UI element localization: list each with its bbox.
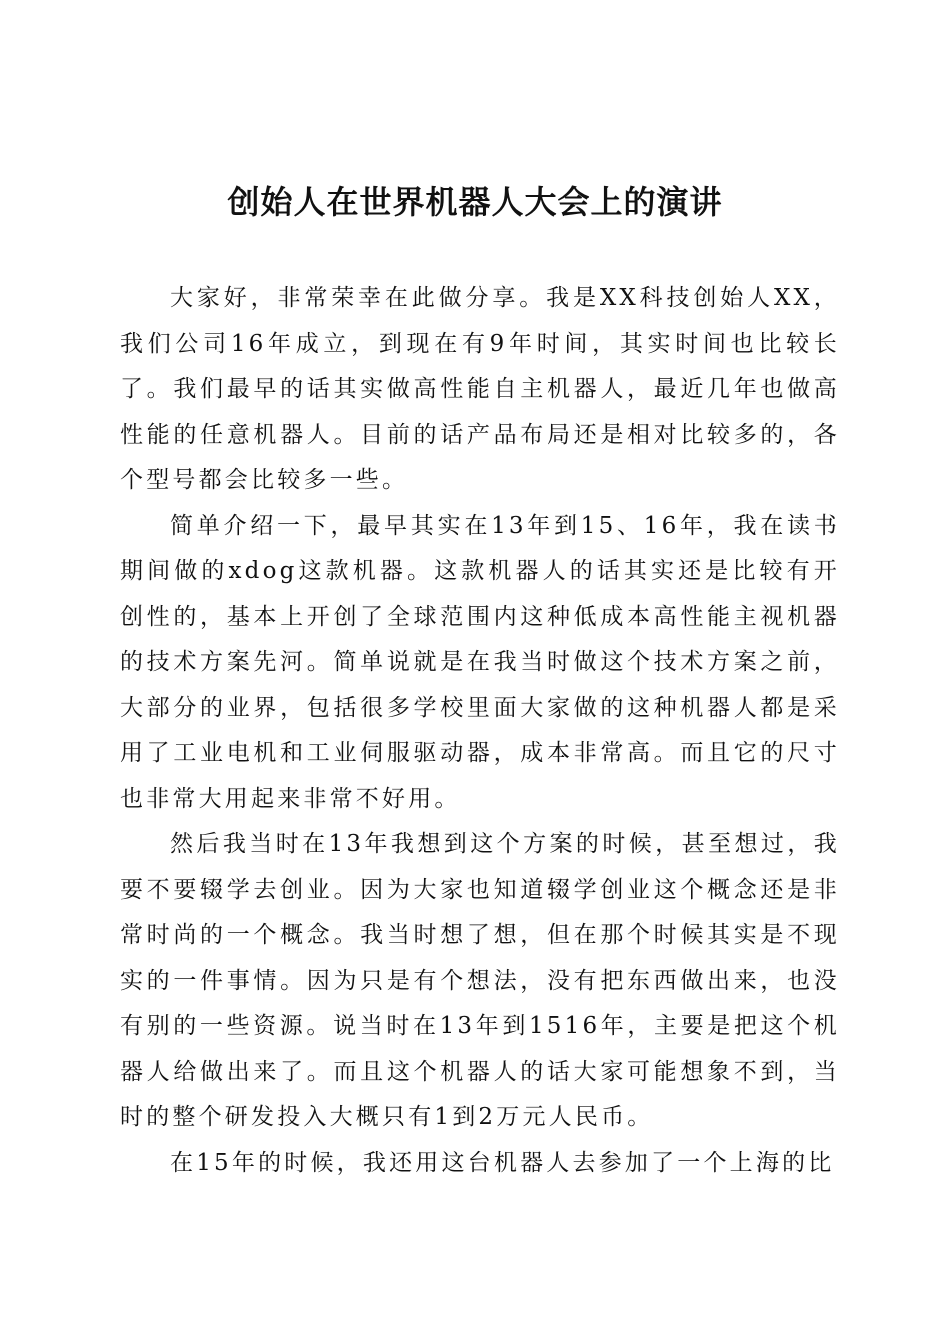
paragraph-3: 然后我当时在13年我想到这个方案的时候，甚至想过，我要不要辍学去创业。因为大家也知道辍学创业这个概念还是非常时尚的一个概念。我当时想了想，但在那个时候其实是不现实的一件事情。因为只是有个想法，没有把东西做出来，也没有别的一些资源。说当时在13年到1516年，主要是把这个机器人给做出来了。而且这个机器人的话大家可能想象不到，当时的整个研发投入大概只有1到2万元人民币。 — [120, 831, 840, 1130]
paragraph-2: 简单介绍一下，最早其实在13年到15、16年，我在读书期间做的xdog这款机器。这款机器人的话其实还是比较有开创性的，基本上开创了全球范围内这种低成本高性能主视机器的技术方案先河。简单说就是在我当时做这个技术方案之前，大部分的业界，包括很多学校里面大家做的这种机器人都是采用了工业电机和工业伺服驱动器，成本非常高。而且它的尺寸也非常大用起来非常不好用。 — [120, 512, 840, 812]
speech-body — [120, 276, 840, 1186]
paragraph-4: 在15年的时候，我还用这台机器人去参加了一个上海的比 — [170, 1149, 835, 1176]
paragraph-1: 大家好，非常荣幸在此做分享。我是XX科技创始人XX，我们公司16年成立，到现在有9年时间，其实时间也比较长了。我们最早的话其实做高性能自主机器人，最近几年也做高性能的任意机器人。目前的话产品布局还是相对比较多的，各个型号都会比较多一些。 — [120, 285, 840, 493]
page-title: 创始人在世界机器人大会上的演讲 — [227, 183, 723, 221]
